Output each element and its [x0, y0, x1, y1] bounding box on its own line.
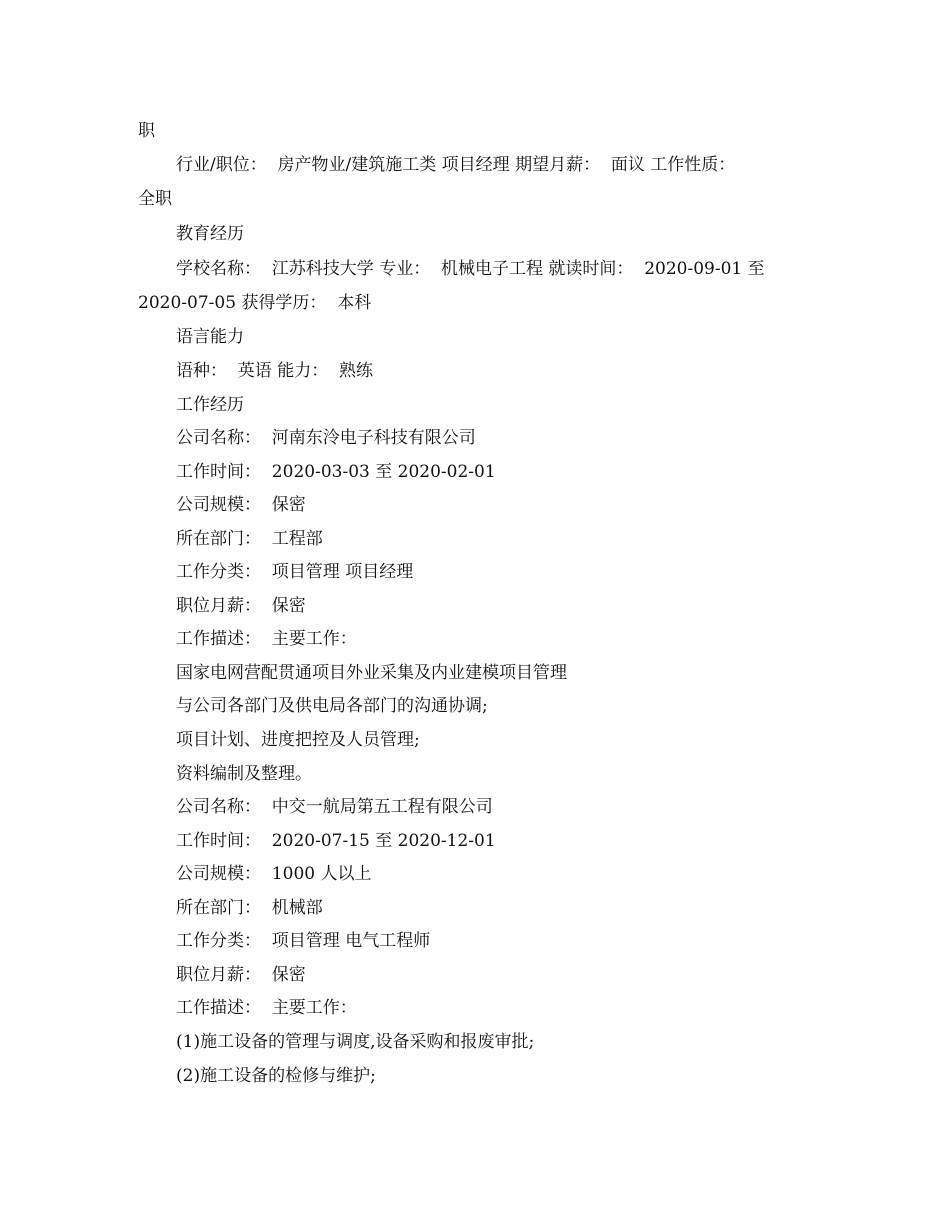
- text-line: 职: [138, 121, 155, 141]
- text-line: 工作分类： 项目管理 项目经理: [176, 562, 414, 582]
- text-line: 职位月薪： 保密: [176, 596, 306, 616]
- text-line: 职位月薪： 保密: [176, 965, 306, 985]
- text-line: 与公司各部门及供电局各部门的沟通协调;: [176, 696, 488, 716]
- text-line: 工作分类： 项目管理 电气工程师: [176, 931, 431, 951]
- text-line: 资料编制及整理。: [176, 764, 312, 784]
- text-line: 公司名称： 河南东泠电子科技有限公司: [176, 428, 476, 448]
- text-line: 所在部门： 机械部: [176, 898, 323, 918]
- text-line: (1)施工设备的管理与调度,设备采购和报废审批;: [176, 1032, 535, 1052]
- text-line: 项目计划、进度把控及人员管理;: [176, 730, 420, 750]
- text-line: 公司规模： 保密: [176, 495, 306, 515]
- text-line: 学校名称： 江苏科技大学 专业： 机械电子工程 就读时间： 2020-09-01 至: [176, 259, 765, 279]
- text-line: 所在部门： 工程部: [176, 529, 323, 549]
- text-line: 工作时间： 2020-03-03 至 2020-02-01: [176, 462, 496, 482]
- text-line: (2)施工设备的检修与维护;: [176, 1066, 376, 1086]
- text-line: 语种： 英语 能力： 熟练: [176, 361, 374, 381]
- text-line: 工作描述： 主要工作：: [176, 629, 357, 649]
- text-line: 行业/职位： 房产物业/建筑施工类 项目经理 期望月薪： 面议 工作性质：: [176, 155, 736, 175]
- text-line: 全职: [138, 189, 172, 209]
- text-line: 公司规模： 1000 人以上: [176, 864, 372, 884]
- section-heading: 语言能力: [176, 327, 244, 347]
- text-line: 2020-07-05 获得学历： 本科: [138, 293, 372, 313]
- text-line: 工作描述： 主要工作：: [176, 998, 357, 1018]
- section-heading: 教育经历: [176, 224, 244, 244]
- text-line: 工作时间： 2020-07-15 至 2020-12-01: [176, 831, 496, 851]
- section-heading: 工作经历: [176, 395, 244, 415]
- text-line: 公司名称： 中交一航局第五工程有限公司: [176, 797, 493, 817]
- text-line: 国家电网营配贯通项目外业采集及内业建模项目管理: [176, 663, 567, 683]
